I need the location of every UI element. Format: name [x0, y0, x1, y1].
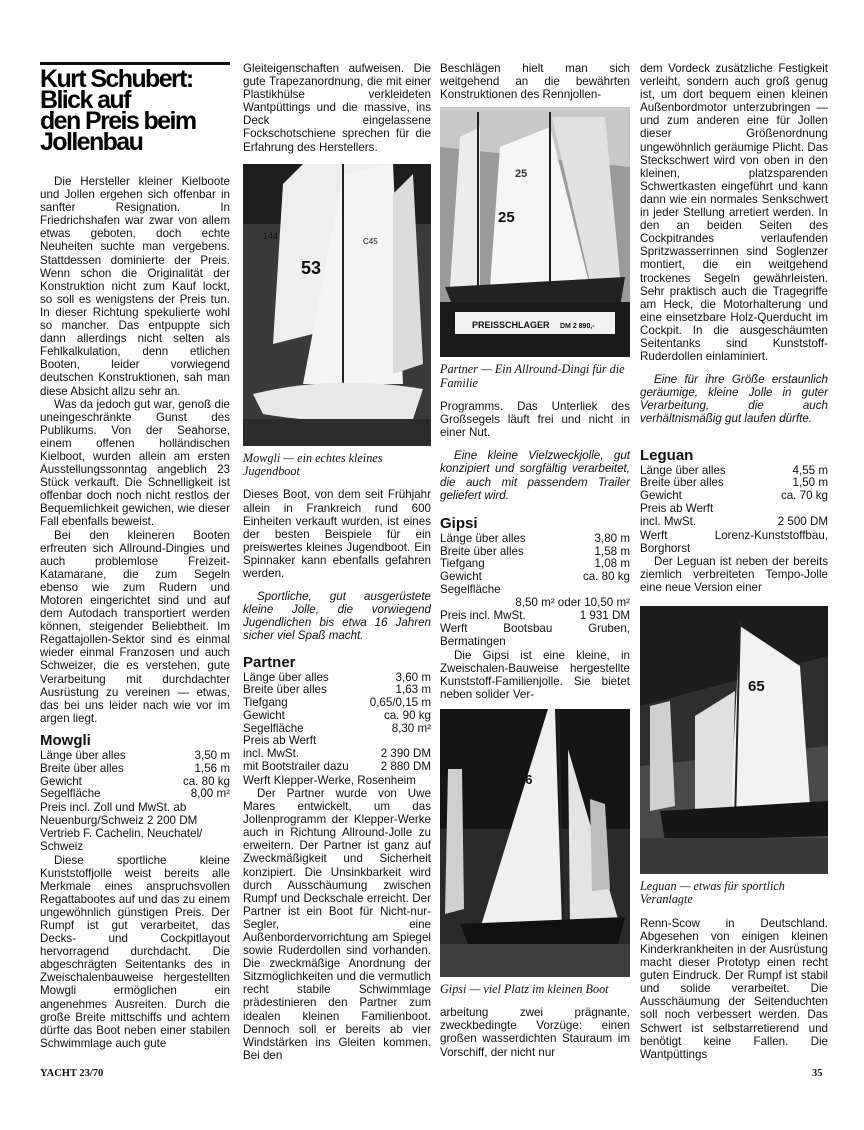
- footer-issue: YACHT 23/70: [40, 1068, 104, 1079]
- partner-text: Der Partner wurde von Uwe Mares entwickelt, um das Jollenprogramm der Klepper-Werke auch in Richtung Allround-Jolle zu erweitern. Der Partner ist ganz auf Zweckmäßigkeit und Sicherheit konzipiert. Die Unsinkbarkeit wird durch Ausschäumung zwischen Rumpf und Deckschale erreicht. Der Partner ist ein Boot für Nicht-nur-Segler, eine Außenbordervorrichtung am Spiegel sowie Ruderdollen sind vorhanden. Die zweckmäßige Anordnung der Sitzmöglichkeiten und die vermutlich recht stabile Schwimmlage prädestinieren den Partner zum idealen kleinen Familienboot. Dennoch soll er bereits ab vier Windstärken ins Gleiten kommen. Bei den: [243, 786, 431, 1062]
- spec-row: Tiefgang 1,08 m: [440, 557, 630, 571]
- partner-photo: [440, 107, 630, 357]
- gipsi-maker: Werft Bootsbau Gruben, Bermatingen: [440, 622, 630, 649]
- intro-paragraph: Was da jedoch gut war, genoß die uneingeschränkte Gunst des Publikums. Von der Seahorse, einem offenen holländischen Kielboot, wurden allein am ersten Ausstellungssonntag angeblich 23 Stück verkauft. Die Schnelligkeit ist offenbar doch noch nicht restlos der Bequemlichkeit gewichen, wie dieser Fall ebenfalls beweist.: [40, 397, 230, 529]
- spec-row: Preis ab Werft: [243, 734, 317, 748]
- spec-row: Länge über alles 3,60 m: [243, 670, 431, 684]
- svg-text:C45: C45: [363, 236, 378, 246]
- mowgli-heading: Mowgli: [40, 731, 91, 749]
- gipsi-caption: Gipsi — viel Platz im kleinen Boot: [440, 981, 609, 996]
- svg-text:DM 2 890,-: DM 2 890,-: [560, 323, 595, 331]
- gipsi-summary: Eine für ihre Größe erstaunlich geräumige, kleine Jolle in guter Verarbeitung, die auch verhältnismäßig gut laufen dürfte.: [640, 373, 828, 426]
- svg-text:25: 25: [515, 168, 528, 181]
- column-3: [440, 62, 630, 1059]
- partner-specs: [243, 672, 431, 774]
- spec-row: Preis ab Werft: [640, 501, 714, 515]
- mowgli-text2: Dieses Boot, von dem seit Frühjahr allein in Frankreich rund 600 Einheiten verkauft wurden, ist eines der besten Beispiele für ein preiswertes kleines Jugendboot. Ein Spinnaker kann ebenfalls gefahren werden.: [243, 488, 431, 581]
- gipsi-text: Die Gipsi ist eine kleine, in Zweischalen-Bauweise hergestellte Kunststoff-Familienjolle. Sie bietet neben solider Ver-: [440, 648, 630, 701]
- svg-text:PREISSCHLAGER: PREISSCHLAGER: [472, 320, 550, 331]
- svg-text:25: 25: [498, 209, 515, 227]
- spec-row: Tiefgang 0,65/0,15 m: [243, 696, 431, 710]
- leguan-text: Der Leguan ist neben der bereits ziemlich verbreiteten Tempo-Jolle eine neue Version einer: [640, 554, 828, 594]
- leguan-caption: Leguan — etwas für sportlich Veranlagte: [640, 878, 785, 907]
- gipsi-photo: [440, 709, 630, 977]
- svg-text:65: 65: [748, 677, 765, 695]
- spec-row: Segelfläche 8,30 m²: [243, 721, 431, 735]
- leguan-heading: Leguan: [640, 446, 694, 464]
- mowgli-text-cont: Gleiteigenschaften aufweisen. Die gute Trapezanordnung, die mit einer Plastikhülse verkleideten Wantpüttings und die massive, ins Deck eingelassene Fockschotschiene sprechen für die Erfahrung des Herstellers.: [243, 62, 431, 154]
- partner-caption: Partner — Ein Allround-Dingi für die Familie: [440, 362, 625, 390]
- mowgli-photo: [243, 164, 431, 446]
- leguan-text2: Renn-Scow in Deutschland. Abgesehen von einigen kleinen Kinderkrankheiten in der Ausrüstung macht dieser Prototyp einen recht guten Eindruck. Der Rumpf ist stabil und solide verarbeitet. Die Ausschäumung der Seitenduchten soll noch verbessert werden. Das Schwert ist selbstarretierend und benötigt keine Fallen. Die Wantpüttings: [640, 916, 828, 1061]
- spec-row: Gewicht ca. 80 kg: [40, 774, 230, 788]
- partner-maker: Werft Klepper-Werke, Rosenheim: [243, 773, 416, 787]
- svg-text:144: 144: [263, 230, 279, 241]
- leguan-maker: Werft Lorenz-Kunststoffbau, Borghorst: [640, 528, 828, 555]
- svg-text:53: 53: [301, 257, 322, 278]
- gipsi-text2: arbeitung zwei prägnante, zweckbedingte Vorzüge: einen großen wasserdichten Stauraum im Vorschiff, der nicht nur: [440, 1006, 630, 1059]
- spec-row: incl. MwSt. 2 500 DM: [640, 514, 828, 528]
- spec-row: Segelfläche 8,00 m²: [40, 787, 230, 801]
- mowgli-text: Diese sportliche kleine Kunststoffjolle weist bereits alle Merkmale eines anspruchsvollen Regattabootes auf und das zu einem ungewöhnlich günstigen Preis. Der Rumpf ist gut verarbeitet, das Decks- und Cockpitlayout hervorragend durchdacht. Die abgeschrägten Seitentanks des in Zweischalenbauweise hergestellten Mowgli ermöglichen ein angenehmes Ausreiten. Durch die große Breite mittschiffs und achtern dürfte das Boot neben einer stabilen Schwimmlage auch gute: [40, 853, 230, 1050]
- column-1: [40, 62, 230, 1050]
- gipsi-heading: Gipsi: [440, 514, 478, 532]
- spec-row: Breite über alles 1,63 m: [243, 683, 431, 697]
- partner-summary: Eine kleine Vielzweckjolle, gut konzipiert und sorgfältig verarbeitet, die auch mit passendem Trailer geliefert wird.: [440, 449, 630, 502]
- article-title: Kurt Schubert: Blick auf den Preis beim Jollenbau: [40, 62, 230, 153]
- spec-row: mit Bootstrailer dazu 2 880 DM: [243, 760, 431, 774]
- gipsi-specs: [440, 533, 630, 623]
- spec-row: Preis incl. MwSt. 1 931 DM: [440, 608, 630, 622]
- partner-heading: Partner: [243, 653, 296, 671]
- spec-row: Breite über alles 1,50 m: [640, 476, 828, 490]
- mowgli-specs: [40, 750, 230, 801]
- leguan-photo: [640, 606, 828, 874]
- spec-row: Segelfläche: [440, 582, 501, 596]
- spec-row: Länge über alles 4,55 m: [640, 463, 828, 477]
- page-number: 35: [812, 1068, 823, 1079]
- spec-row: Gewicht ca. 70 kg: [640, 489, 828, 503]
- spec-row: Länge über alles 3,50 m: [40, 748, 230, 762]
- spec-row: Gewicht ca. 80 kg: [440, 570, 630, 584]
- partner-text-cont: Beschlägen hielt man sich weitgehend an die bewährten Konstruktionen des Rennjollen-: [440, 62, 630, 102]
- leguan-specs: [640, 465, 828, 529]
- spec-row: Breite über alles 1,56 m: [40, 761, 230, 775]
- intro-paragraph: Die Hersteller kleiner Kielboote und Jollen ergehen sich offenbar in sanfter Resignation. In Friedrichshafen war zwar von allem etwas geboten, doch echte Neuheiten suchte man vergebens. Stattdessen dominierte der Preis. Wenn schon die Originalität der Konstruktion nicht zum Kauf lockt, so soll es wenigstens der Preis tun. In dieser Richtung spekulierte wohl so mancher. Das entpuppte sich dann allerdings nicht selten als Fehlkalkulation, denn etlichen Booten, leider vorwiegend deutschen Konstruktionen, sah man diese Absicht allzu sehr an.: [40, 175, 230, 398]
- partner-text-cont2: Programms. Das Unterliek des Großsegels läuft frei und nicht in einer Nut.: [440, 400, 630, 440]
- intro-paragraph: Bei den kleineren Booten erfreuten sich Allround-Dingies und auch problemlose Freizeit-Katamarane, die zum Segeln ebenso wie zum Rudern und Motoren eingerichtet sind und auf dem Autodach transportiert werden können, steigender Beliebtheit. Im Regattajollen-Sektor sind es einmal wieder einmal Franzosen und auch Schweizer, die es verstehen, gute Verarbeitung mit durchdachter Ausrüstung zu vereinen — etwas, das bei uns leider nach wie vor im argen liegt.: [40, 528, 230, 725]
- spec-row: Breite über alles 1,58 m: [440, 544, 630, 558]
- mowgli-summary: Sportliche, gut ausgerüstete kleine Jolle, die vorwiegend Jugendlichen bis etwa 16 Jahren sicher viel Spaß macht.: [243, 590, 431, 643]
- spec-row: incl. MwSt. 2 390 DM: [243, 747, 431, 761]
- svg-text:46: 46: [518, 771, 533, 787]
- column-4: [640, 62, 828, 1061]
- spec-row: 8,50 m² oder 10,50 m²: [515, 595, 630, 609]
- spec-row: Gewicht ca. 90 kg: [243, 708, 431, 722]
- mowgli-price: Preis incl. Zoll und MwSt. ab Neuenburg/Schweiz 2 200 DM Vertrieb F. Cachelin, Neuchatel/ Schweiz: [40, 801, 203, 854]
- spec-row: Länge über alles 3,80 m: [440, 531, 630, 545]
- column-2: [243, 62, 431, 1062]
- gipsi-text-cont: dem Vordeck zusätzliche Festigkeit verleiht, sondern auch groß genug ist, um dort bequem einen kleinen Außenbordmotor unterzubringen — und zum anderen eine für Jollen dieser Größenordnung ungewöhnlich geräumige Plicht. Das Steckschwert wird von oben in den kleinen, platzsparenden Schwertkasten eingeführt und kann dann wie ein normales Senkschwert in jeder Stellung arretiert werden. In den an beiden Seiten des Cockpitrandes verlaufenden Spritzwasserrinnen sind Soglenzer montiert, die ein weitgehend trockenes Segeln gewährleisten. Sehr praktisch auch die Tragegriffe am Heck, die Motorhalterung und eine einsetzbare Holz-Querducht im Cockpit. In die ausgeschäumten Seitentanks sind Kunststoff-Ruderdollen einlaminiert.: [640, 62, 828, 364]
- mowgli-caption: Mowgli — ein echtes kleines Jugendboot: [243, 450, 383, 479]
